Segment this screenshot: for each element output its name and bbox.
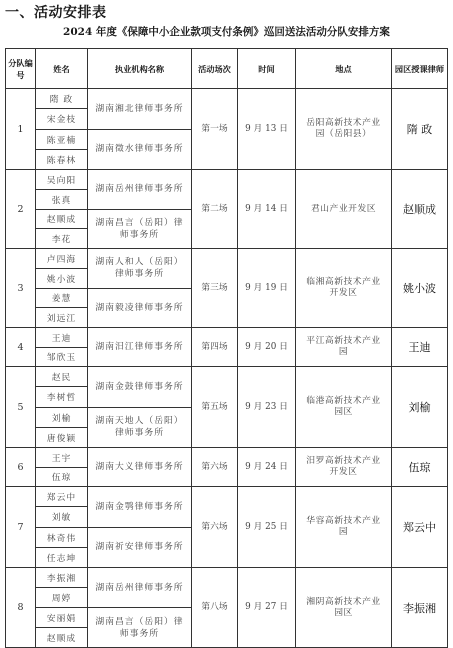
header-place: 地点 <box>296 49 392 89</box>
law-firm-name: 湖南祈安律师事务所 <box>88 527 191 568</box>
header-name: 姓名 <box>36 49 88 89</box>
team-number: 1 <box>6 89 36 170</box>
law-firm-name: 湖南人和人（岳阳）律师事务所 <box>95 257 184 280</box>
member-names <box>36 367 88 448</box>
header-row <box>6 49 448 89</box>
member-name: 邹欣玉 <box>36 347 87 367</box>
session: 第六场 <box>192 448 238 487</box>
team-number: 2 <box>6 170 36 249</box>
law-firm-name: 湖南岳州律师事务所 <box>95 582 184 593</box>
law-firms <box>88 89 192 170</box>
member-names <box>36 487 88 568</box>
event-location: 临港高新技术产业园区 <box>296 367 392 448</box>
event-date: 9 月 27 日 <box>238 568 296 648</box>
law-firm-name: 湖南湘北律师事务所 <box>95 103 184 114</box>
member-name: 赵民 <box>51 373 72 384</box>
law-firms <box>88 328 192 367</box>
team-row <box>6 448 448 487</box>
member-name: 李花 <box>36 228 87 248</box>
member-name: 刘敏 <box>36 506 87 526</box>
member-name: 张真 <box>36 189 87 209</box>
lecturer-name: 赵顺成 <box>392 170 448 249</box>
session: 第二场 <box>192 170 238 249</box>
member-name: 赵顺成 <box>36 627 87 647</box>
law-firm-name: 湖南大义律师事务所 <box>95 462 184 472</box>
law-firm-name: 湖南汨江律师事务所 <box>95 342 184 352</box>
event-location: 临湘高新技术产业开发区 <box>296 249 392 328</box>
lecturer-name: 郑云中 <box>392 487 448 568</box>
law-firms <box>88 568 192 648</box>
member-name: 王迪 <box>51 333 72 344</box>
schedule-table <box>5 48 448 648</box>
law-firm-name: 湖南天地人（岳阳）律师事务所 <box>88 407 191 448</box>
event-date: 9 月 13 日 <box>238 89 296 170</box>
law-firm-name: 湖南毅凌律师事务所 <box>88 288 191 328</box>
law-firm-name: 湖南金鹗律师事务所 <box>95 501 184 512</box>
law-firm-name: 湖南昌言（岳阳）律师事务所 <box>88 209 191 249</box>
event-location: 华容高新技术产业园 <box>296 487 392 568</box>
table-title: 2024 年度《保障中小企业款项支付条例》巡回送法活动分队安排方案 <box>63 26 390 38</box>
member-names <box>36 328 88 367</box>
event-location: 君山产业开发区 <box>296 170 392 249</box>
event-date: 9 月 14 日 <box>238 170 296 249</box>
session: 第八场 <box>192 568 238 648</box>
law-firms <box>88 367 192 448</box>
member-name: 安丽娟 <box>36 607 87 627</box>
team-row <box>6 170 448 249</box>
law-firms <box>88 170 192 249</box>
law-firm-name: 湖南昌言（岳阳）律师事务所 <box>88 607 191 647</box>
member-name: 刘榆 <box>36 407 87 427</box>
team-row <box>6 568 448 648</box>
session: 第四场 <box>192 328 238 367</box>
member-name: 赵顺成 <box>36 209 87 229</box>
session: 第五场 <box>192 367 238 448</box>
event-location: 湘阴高新技术产业园区 <box>296 568 392 648</box>
lecturer-name: 隋 政 <box>392 89 448 170</box>
session: 第六场 <box>192 487 238 568</box>
team-row <box>6 367 448 448</box>
member-names <box>36 89 88 170</box>
team-number: 8 <box>6 568 36 648</box>
header-session: 活动场次 <box>192 49 238 89</box>
header-team: 分队编号 <box>6 49 36 89</box>
team-number: 3 <box>6 249 36 328</box>
member-name: 伍琼 <box>36 467 87 487</box>
team-row <box>6 89 448 170</box>
team-number: 4 <box>6 328 36 367</box>
session: 第三场 <box>192 249 238 328</box>
member-name: 陈春林 <box>36 149 87 169</box>
team-row <box>6 487 448 568</box>
member-names <box>36 170 88 249</box>
lecturer-name: 王迪 <box>392 328 448 367</box>
lecturer-name: 李振湘 <box>392 568 448 648</box>
section-heading: 一、活动安排表 <box>5 5 107 21</box>
session: 第一场 <box>192 89 238 170</box>
member-name: 王宇 <box>51 453 72 464</box>
event-location: 平江高新技术产业园 <box>296 328 392 367</box>
team-number: 6 <box>6 448 36 487</box>
member-names <box>36 448 88 487</box>
event-date: 9 月 23 日 <box>238 367 296 448</box>
member-name: 任志坤 <box>36 547 87 567</box>
law-firm-name: 湖南岳州律师事务所 <box>95 184 184 195</box>
member-name: 林奇伟 <box>36 527 87 547</box>
team-row <box>6 328 448 367</box>
lecturer-name: 姚小波 <box>392 249 448 328</box>
event-date: 9 月 20 日 <box>238 328 296 367</box>
event-location: 汨罗高新技术产业开发区 <box>296 448 392 487</box>
member-name: 隋 政 <box>49 95 74 106</box>
event-date: 9 月 19 日 <box>238 249 296 328</box>
member-name: 陈亚楠 <box>36 129 87 149</box>
header-time: 时间 <box>238 49 296 89</box>
member-name: 李树哲 <box>36 386 87 406</box>
header-lecturer: 园区授课律师 <box>392 49 448 89</box>
member-name: 姜慧 <box>36 288 87 308</box>
member-name: 刘远江 <box>36 307 87 327</box>
member-name: 周婷 <box>36 587 87 607</box>
law-firms <box>88 448 192 487</box>
lecturer-name: 伍琼 <box>392 448 448 487</box>
event-location: 岳阳高新技术产业园（岳阳县） <box>296 89 392 170</box>
lecturer-name: 刘榆 <box>392 367 448 448</box>
team-number: 7 <box>6 487 36 568</box>
law-firm-name: 湖南徵水律师事务所 <box>88 129 191 170</box>
member-name: 吴向阳 <box>46 175 77 186</box>
member-name: 卢四海 <box>46 254 77 265</box>
member-name: 郑云中 <box>46 493 77 504</box>
member-name: 宋金枝 <box>36 108 87 128</box>
member-names <box>36 568 88 648</box>
team-number: 5 <box>6 367 36 448</box>
event-date: 9 月 24 日 <box>238 448 296 487</box>
law-firms <box>88 487 192 568</box>
header-org: 执业机构名称 <box>88 49 192 89</box>
member-names <box>36 249 88 328</box>
law-firms <box>88 249 192 328</box>
event-date: 9 月 25 日 <box>238 487 296 568</box>
member-name: 唐俊颖 <box>36 427 87 447</box>
member-name: 李振湘 <box>46 574 77 584</box>
member-name: 姚小波 <box>36 268 87 288</box>
team-row <box>6 249 448 328</box>
law-firm-name: 湖南金鼓律师事务所 <box>95 381 184 392</box>
